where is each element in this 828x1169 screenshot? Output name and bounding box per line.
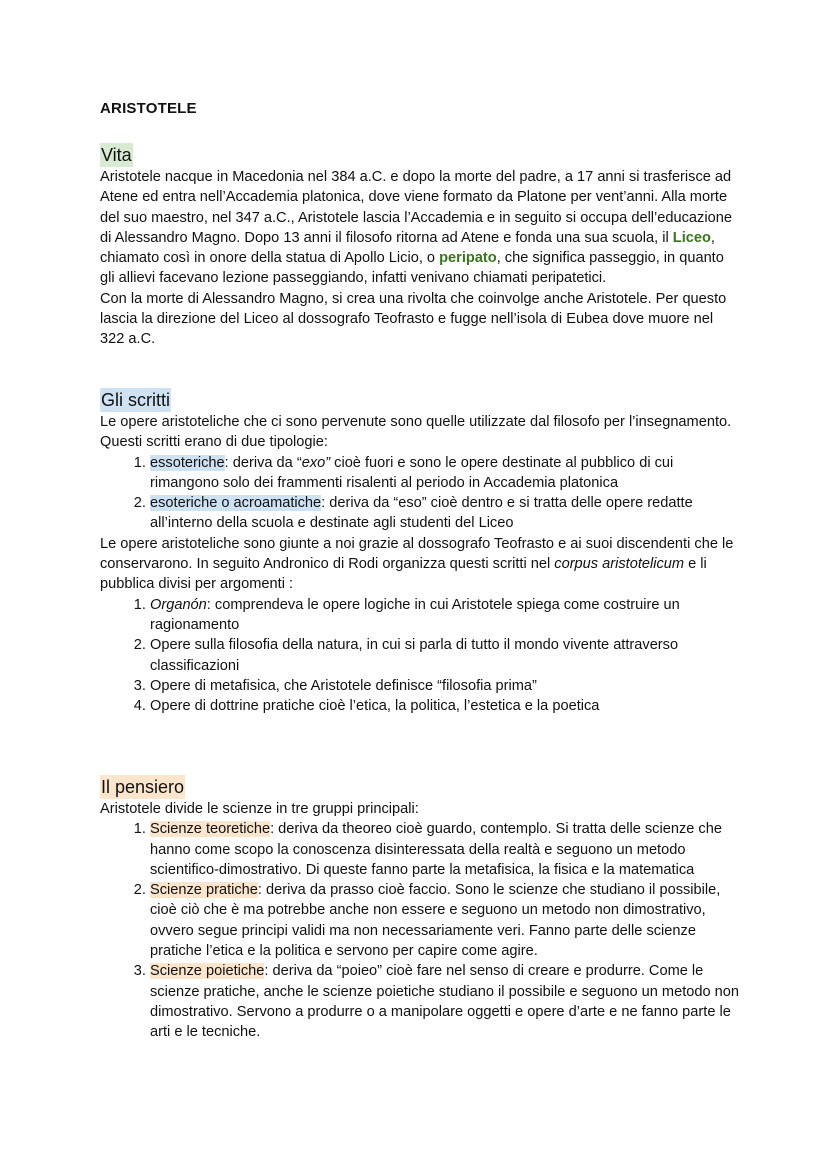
- term-esoteriche: esoteriche o acroamatiche: [150, 495, 322, 512]
- list-item: 2. esoteriche o acroamatiche: deriva da “eso” cioè dentro e si tratta delle opere redatte all’interno della scuola e destinate agli studenti del Liceo: [150, 493, 740, 534]
- pensiero-list: [100, 819, 740, 1042]
- scritti-intro: Le opere aristoteliche che ci sono pervenute sono quelle utilizzate dal filosofo per l’insegnamento.: [100, 414, 732, 430]
- scritti-arguments-list: [100, 595, 740, 717]
- pensiero-intro: Aristotele divide le scienze in tre gruppi principali:: [100, 801, 419, 817]
- term-peripato: peripato: [439, 250, 497, 267]
- list-item: 2. Scienze pratiche: deriva da prasso cioè faccio. Sono le scienze che studiano il possibile, cioè ciò che è ma potrebbe anche non essere e seguono un metodo non dimostrativo, ovvero segue principi validi ma non necessariamente veri. Fanno parte delle scienze pratiche l’etica e la politica e servono per capire come agire.: [150, 880, 740, 961]
- scritti-types-intro: Questi scritti erano di due tipologie:: [100, 434, 328, 451]
- list-item: 1. Scienze teoretiche: deriva da theoreo cioè guardo, contemplo. Si tratta delle scienze che hanno come scopo la conoscenza disinteressata della realtà e seguono un metodo scientifico-dimostrativo. Di queste fanno parte la metafisica, la fisica e la matematica: [150, 819, 740, 880]
- section-vita: [100, 143, 740, 350]
- heading-scritti: Gli scritti: [101, 390, 170, 410]
- list-item: 1. essoteriche: deriva da “exo” cioè fuori e sono le opere destinate al pubblico di cui rimangono solo dei frammenti risalenti al periodo in Accademia platonica: [150, 453, 740, 494]
- list-item: 3. Scienze poietiche: deriva da “poieo” cioè fare nel senso di creare e produrre. Come le scienze pratiche, anche le scienze poietiche studiano il possibile e seguono un metodo non dimostrativo. Servono a produrre o a manipolare oggetti e opere d’arte e ne fanno parte le arti e le tecniche.: [150, 961, 740, 1042]
- heading-pensiero: Il pensiero: [101, 777, 185, 797]
- term-scienze-teoretiche: Scienze teoretiche: [150, 821, 271, 838]
- document-title: ARISTOTELE: [100, 100, 197, 117]
- vita-paragraph-2: Con la morte di Alessandro Magno, si crea una rivolta che coinvolge anche Aristotele. Per questo lascia la direzione del Liceo al dossografo Teofrasto e fugge nell’isola di Eubea dove muore nel 322 a.C.: [100, 290, 727, 348]
- list-item: 4. Opere di dottrine pratiche cioè l’etica, la politica, l’estetica e la poetica: [150, 696, 740, 716]
- term-essoteriche: essoteriche: [150, 454, 225, 471]
- section-scritti: [100, 388, 740, 716]
- term-scienze-poietiche: Scienze poietiche: [150, 963, 265, 980]
- heading-vita: Vita: [101, 145, 132, 165]
- scritti-types-list: [100, 453, 740, 534]
- list-item: 1. Organón: comprendeva le opere logiche in cui Aristotele spiega come costruire un ragionamento: [150, 595, 740, 636]
- section-pensiero: [100, 775, 740, 1043]
- term-liceo: Liceo: [672, 229, 711, 246]
- scritti-corpus-paragraph: Le opere aristoteliche sono giunte a noi grazie al dossografo Teofrasto e ai suoi discendenti che le conservarono. In seguito Andronico di Rodi organizza questi scritti nel corpus aristotelicum e li pubblica divisi per argomenti :: [100, 535, 734, 593]
- vita-paragraph-1: Aristotele nacque in Macedonia nel 384 a.C. e dopo la morte del padre, a 17 anni si trasferisce ad Atene ed entra nell’Accademia platonica, dove viene formato da Platone per vent’anni. Alla morte del suo maestro, nel 347 a.C., Aristotele lascia l’Accademia e in seguito si occupa dell’educazione di Alessandro Magno. Dopo 13 anni il filosofo ritorna ad Atene e fonda una sua scuola, il Liceo, chiamato così in onore della statua di Apollo Licio, o peripato, che significa passeggio, in quanto gli allievi facevano lezione passeggiando, infatti venivano chiamati peripatetici.: [100, 169, 732, 287]
- list-item: 3. Opere di metafisica, che Aristotele definisce “filosofia prima”: [150, 676, 740, 696]
- list-item: 2. Opere sulla filosofia della natura, in cui si parla di tutto il mondo vivente attraverso classificazioni: [150, 635, 740, 676]
- term-scienze-pratiche: Scienze pratiche: [150, 882, 258, 899]
